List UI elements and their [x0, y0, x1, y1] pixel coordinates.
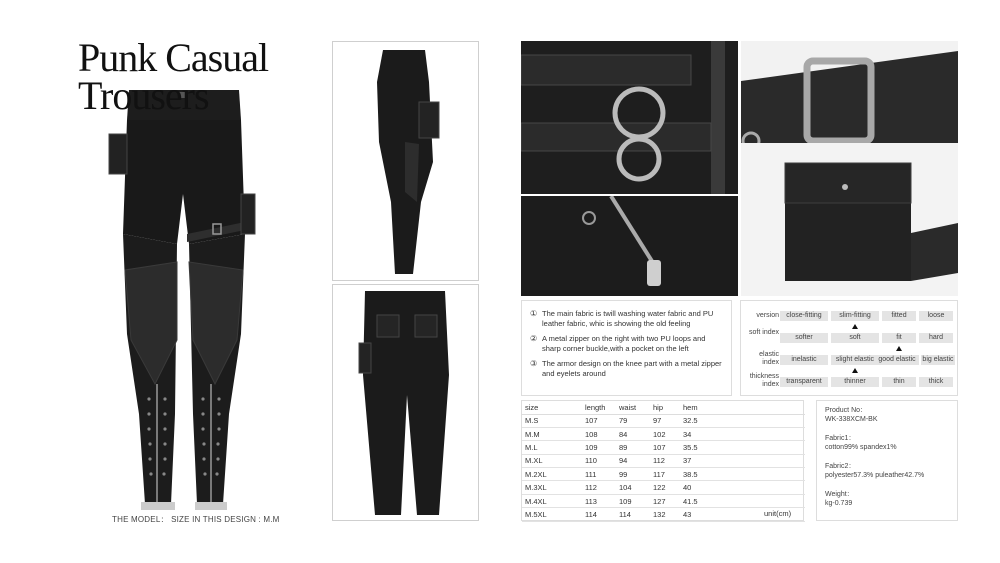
selected-marker: [896, 346, 902, 351]
size-table-cell: M.L: [522, 441, 582, 454]
feature-item: [530, 334, 725, 353]
size-table-cell: M.2XL: [522, 468, 582, 481]
size-table-cell: 114: [616, 508, 650, 521]
index-option: thinner: [831, 377, 879, 387]
size-table-cell: 109: [582, 441, 616, 454]
detail-pocket-photo: [741, 143, 958, 296]
side-view-photo-frame: [332, 41, 479, 281]
size-table-cell: M.XL: [522, 454, 582, 467]
feature-item: [530, 359, 725, 378]
size-table-cell: 38.5: [680, 468, 805, 481]
index-option: transparent: [780, 377, 828, 387]
index-option: close-fitting: [780, 311, 828, 321]
product-title: [78, 35, 269, 118]
detail-spike-ring-photo: [521, 41, 738, 194]
product-info: [816, 400, 958, 521]
pocket-detail: [741, 143, 958, 296]
size-table-cell: 34: [680, 427, 805, 440]
size-table-cell: 108: [582, 427, 616, 440]
title-line-1: Punk Casual: [78, 35, 269, 80]
index-label: soft index: [749, 329, 779, 336]
fabric1-label: Fabric1：: [825, 435, 856, 442]
selected-marker: [852, 324, 858, 329]
size-table-cell: 84: [616, 427, 650, 440]
feature-text: The main fabric is twill washing water fabric and PU leather fabric, whic is showing the old feeling: [542, 309, 714, 328]
size-table-cell: 41.5: [680, 494, 805, 507]
index-option: inelastic: [780, 355, 828, 365]
side-view-photo: [333, 42, 478, 280]
index-row-soft: [741, 329, 959, 353]
size-table-row: [522, 468, 805, 481]
fabric1-value: cotton99% spandex1%: [825, 443, 897, 451]
size-table-cell: 102: [650, 427, 680, 440]
size-table-cell: 97: [650, 414, 680, 427]
unit-label: unit(cm): [764, 509, 792, 518]
size-table-cell: 132: [650, 508, 680, 521]
feature-text: The armor design on the knee part with a metal zipper and eyelets around: [542, 359, 722, 378]
index-option: fit: [882, 333, 916, 343]
feature-text: A metal zipper on the right with two PU loops and sharp corner buckle,with a pocket on the left: [542, 334, 706, 353]
size-table-cell: 111: [582, 468, 616, 481]
size-table-cell: 117: [650, 468, 680, 481]
product-number-block: [825, 407, 949, 424]
size-table-cell: 89: [616, 441, 650, 454]
weight-block: [825, 491, 949, 508]
size-table-cell: 37: [680, 454, 805, 467]
size-chart: [521, 400, 804, 521]
size-table-row: [522, 441, 805, 454]
product-number: WK-338XCM-BK: [825, 415, 878, 423]
feature-list: [521, 300, 732, 396]
size-table-row: [522, 414, 805, 427]
column-header: size: [522, 401, 582, 414]
size-table-row: [522, 427, 805, 440]
size-table-cell: 107: [650, 441, 680, 454]
size-table-cell: 110: [582, 454, 616, 467]
size-table-cell: M.3XL: [522, 481, 582, 494]
fabric1-block: [825, 435, 949, 452]
index-row-thickness: [741, 373, 959, 397]
index-option: slight elastic: [831, 355, 879, 365]
index-label: thickness index: [749, 373, 779, 388]
size-table-cell: 112: [582, 481, 616, 494]
zipper-detail: [521, 196, 738, 296]
size-table-cell: M.M: [522, 427, 582, 440]
index-option: good elastic: [875, 355, 919, 365]
size-table-cell: 43: [680, 508, 805, 521]
size-table-cell: M.5XL: [522, 508, 582, 521]
index-option: thick: [919, 377, 953, 387]
size-table-cell: 40: [680, 481, 805, 494]
index-label: elastic index: [759, 351, 779, 366]
index-row-elastic: [741, 351, 959, 375]
weight-value: kg-0.739: [825, 499, 853, 507]
size-table-cell: 114: [582, 508, 616, 521]
fabric2-block: [825, 463, 949, 480]
index-option: fitted: [882, 311, 916, 321]
fabric2-value: polyester57.3% puleather42.7%: [825, 471, 925, 479]
size-table-cell: 35.5: [680, 441, 805, 454]
index-option: thin: [882, 377, 916, 387]
size-table-header-row: [522, 401, 805, 414]
size-table-cell: 113: [582, 494, 616, 507]
index-label: version: [756, 312, 779, 319]
detail-zipper-photo: [521, 196, 738, 296]
size-table-row: [522, 494, 805, 507]
index-option: softer: [780, 333, 828, 343]
index-option: slim-fitting: [831, 311, 879, 321]
feature-number: ③: [530, 359, 538, 368]
front-view-photo: [95, 84, 270, 514]
fabric2-label: Fabric2：: [825, 463, 856, 470]
index-option: big elastic: [922, 356, 954, 363]
feature-number: ②: [530, 334, 538, 343]
fit-index-chart: [740, 300, 958, 396]
size-table-cell: 32.5: [680, 414, 805, 427]
size-table-body: [522, 414, 805, 521]
size-table-cell: 107: [582, 414, 616, 427]
size-table-cell: 127: [650, 494, 680, 507]
size-table-cell: 79: [616, 414, 650, 427]
size-table-cell: M.4XL: [522, 494, 582, 507]
size-table-cell: 122: [650, 481, 680, 494]
size-table-row: [522, 508, 805, 521]
back-view-photo-frame: [332, 284, 479, 521]
selected-marker: [852, 368, 858, 373]
column-header: length: [582, 401, 616, 414]
column-header: waist: [616, 401, 650, 414]
spike-ring-detail: [521, 41, 738, 194]
column-header: hem: [680, 401, 805, 414]
index-option: soft: [831, 333, 879, 343]
size-table-cell: M.S: [522, 414, 582, 427]
size-table: [522, 401, 805, 522]
index-option: hard: [919, 333, 953, 343]
title-line-2: Trousers: [78, 73, 209, 118]
back-view-photo: [333, 285, 478, 520]
feature-number: ①: [530, 309, 538, 318]
weight-label: Weight：: [825, 491, 854, 498]
size-table-cell: 104: [616, 481, 650, 494]
index-option: loose: [919, 311, 953, 321]
index-row-version: [741, 311, 959, 331]
column-header: hip: [650, 401, 680, 414]
product-number-label: Product No：: [825, 407, 868, 414]
size-table-row: [522, 481, 805, 494]
size-table-cell: 99: [616, 468, 650, 481]
model-size-caption: THE MODEL： SIZE IN THIS DESIGN : M.M: [112, 515, 280, 524]
size-table-cell: 109: [616, 494, 650, 507]
size-table-cell: 112: [650, 454, 680, 467]
size-table-cell: 94: [616, 454, 650, 467]
feature-item: [530, 309, 725, 328]
size-table-row: [522, 454, 805, 467]
